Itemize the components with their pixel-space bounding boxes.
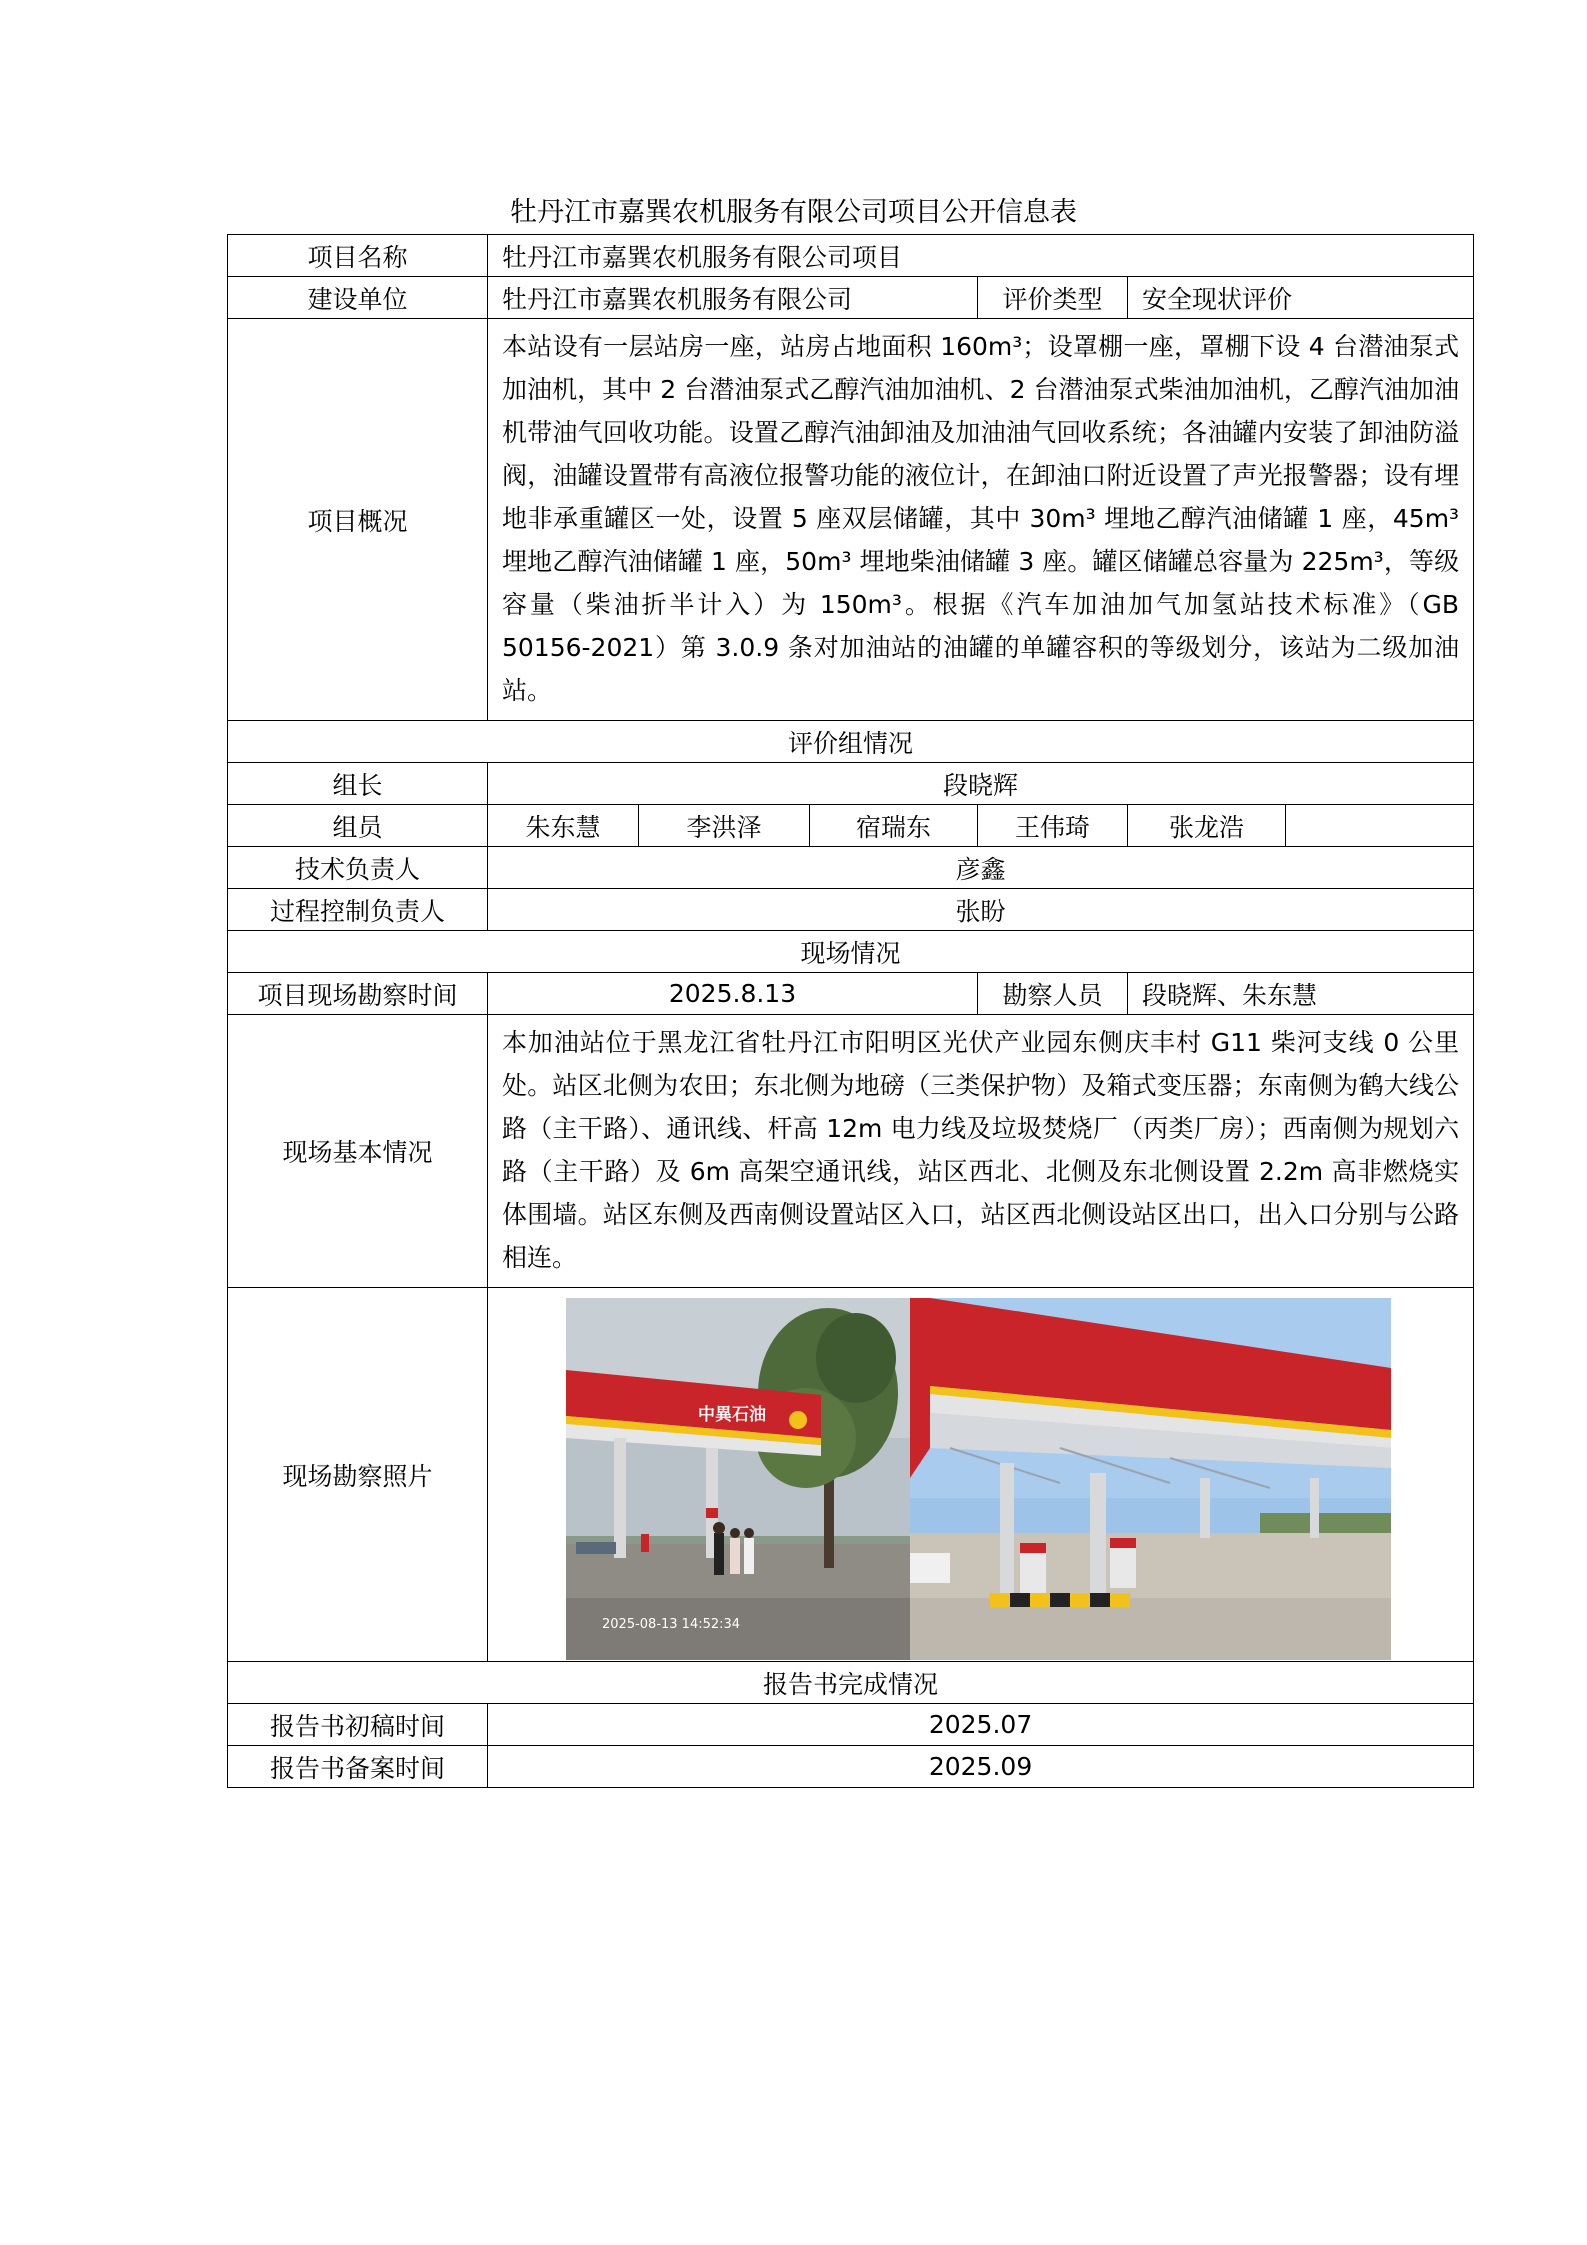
row-site-photos bbox=[228, 1288, 1474, 1662]
project-name-label: 项目名称 bbox=[228, 235, 488, 277]
eval-type-label: 评价类型 bbox=[978, 277, 1128, 319]
row-members bbox=[228, 805, 1474, 847]
survey-time-value: 2025.8.13 bbox=[488, 973, 978, 1015]
process-lead-value: 张盼 bbox=[488, 889, 1474, 931]
site-section-title: 现场情况 bbox=[228, 931, 1474, 973]
member-cell: 张龙浩 bbox=[1128, 805, 1286, 847]
overview-label: 项目概况 bbox=[228, 319, 488, 721]
leader-label: 组长 bbox=[228, 763, 488, 805]
row-report-section bbox=[228, 1662, 1474, 1704]
row-tech-lead bbox=[228, 847, 1474, 889]
team-section-title: 评价组情况 bbox=[228, 721, 1474, 763]
survey-staff-value: 段晓辉、朱东慧 bbox=[1128, 973, 1474, 1015]
member-cell-empty bbox=[1286, 805, 1474, 847]
project-name-value: 牡丹江市嘉巽农机服务有限公司项目 bbox=[488, 235, 1474, 277]
report-draft-label: 报告书初稿时间 bbox=[228, 1704, 488, 1746]
report-draft-value: 2025.07 bbox=[488, 1704, 1474, 1746]
member-cell: 朱东慧 bbox=[488, 805, 639, 847]
row-report-filing bbox=[228, 1746, 1474, 1788]
row-site-section bbox=[228, 931, 1474, 973]
members-label: 组员 bbox=[228, 805, 488, 847]
row-overview bbox=[228, 319, 1474, 721]
site-photo-2 bbox=[910, 1298, 1391, 1660]
tech-lead-label: 技术负责人 bbox=[228, 847, 488, 889]
tech-lead-value: 彦鑫 bbox=[488, 847, 1474, 889]
member-cell: 王伟琦 bbox=[978, 805, 1128, 847]
info-table bbox=[227, 234, 1474, 1788]
photo1-timestamp: 2025-08-13 14:52:34 bbox=[602, 1617, 741, 1632]
eval-type-value: 安全现状评价 bbox=[1128, 277, 1474, 319]
photo1-sign-text: 中異石油 bbox=[698, 1405, 766, 1425]
survey-time-label: 项目现场勘察时间 bbox=[228, 973, 488, 1015]
row-construction-unit bbox=[228, 277, 1474, 319]
construction-unit-value: 牡丹江市嘉巽农机服务有限公司 bbox=[488, 277, 978, 319]
construction-unit-label: 建设单位 bbox=[228, 277, 488, 319]
site-basic-label: 现场基本情况 bbox=[228, 1015, 488, 1288]
row-team-section bbox=[228, 721, 1474, 763]
process-lead-label: 过程控制负责人 bbox=[228, 889, 488, 931]
member-cell: 宿瑞东 bbox=[810, 805, 978, 847]
document-title: 牡丹江市嘉巽农机服务有限公司项目公开信息表 bbox=[510, 197, 1077, 228]
site-photo-1 bbox=[566, 1298, 910, 1660]
report-filing-value: 2025.09 bbox=[488, 1746, 1474, 1788]
overview-text: 本站设有一层站房一座，站房占地面积 160m³；设罩棚一座，罩棚下设 4 台潜油泵式加油机，其中 2 台潜油泵式乙醇汽油加油机、2 台潜油泵式柴油加油机，乙醇汽油加油机带油气回收功能。设置乙醇汽油卸油及加油油气回收系统；各油罐内安装了卸油防溢阀，油罐设置带有高液位报警功能的液位计，在卸油口附近设置了声光报警器；设有埋地非承重罐区一处，设置 5 座双层储罐，其中 30m³ 埋地乙醇汽油储罐 1 座，45m³ 埋地乙醇汽油储罐 1 座，50m³ 埋地柴油储罐 3 座。罐区储罐总容量为 225m³，等级容量（柴油折半计入）为 150m³。根据《汽车加油加气加氢站技术标准》（GB 50156-2021）第 3.0.9 条对加油站的油罐的单罐容积的等级划分，该站为二级加油站。 bbox=[488, 319, 1474, 721]
row-survey-time bbox=[228, 973, 1474, 1015]
survey-staff-label: 勘察人员 bbox=[978, 973, 1128, 1015]
site-photos-label: 现场勘察照片 bbox=[228, 1288, 488, 1662]
report-filing-label: 报告书备案时间 bbox=[228, 1746, 488, 1788]
leader-value: 段晓辉 bbox=[488, 763, 1474, 805]
member-cell: 李洪泽 bbox=[639, 805, 810, 847]
row-process-lead bbox=[228, 889, 1474, 931]
row-site-basic bbox=[228, 1015, 1474, 1288]
site-basic-text: 本加油站位于黑龙江省牡丹江市阳明区光伏产业园东侧庆丰村 G11 柴河支线 0 公里处。站区北侧为农田；东北侧为地磅（三类保护物）及箱式变压器；东南侧为鹤大线公路（主干路）、通讯线、杆高 12m 电力线及垃圾焚烧厂（丙类厂房）；西南侧为规划六路（主干路）及 6m 高架空通讯线，站区西北、北侧及东北侧设置 2.2m 高非燃烧实体围墙。站区东侧及西南侧设置站区入口，站区西北侧设站区出口，出入口分别与公路相连。 bbox=[488, 1015, 1474, 1288]
row-report-draft bbox=[228, 1704, 1474, 1746]
site-photos-cell bbox=[488, 1288, 1474, 1662]
report-section-title: 报告书完成情况 bbox=[228, 1662, 1474, 1704]
row-leader bbox=[228, 763, 1474, 805]
row-project-name bbox=[228, 235, 1474, 277]
